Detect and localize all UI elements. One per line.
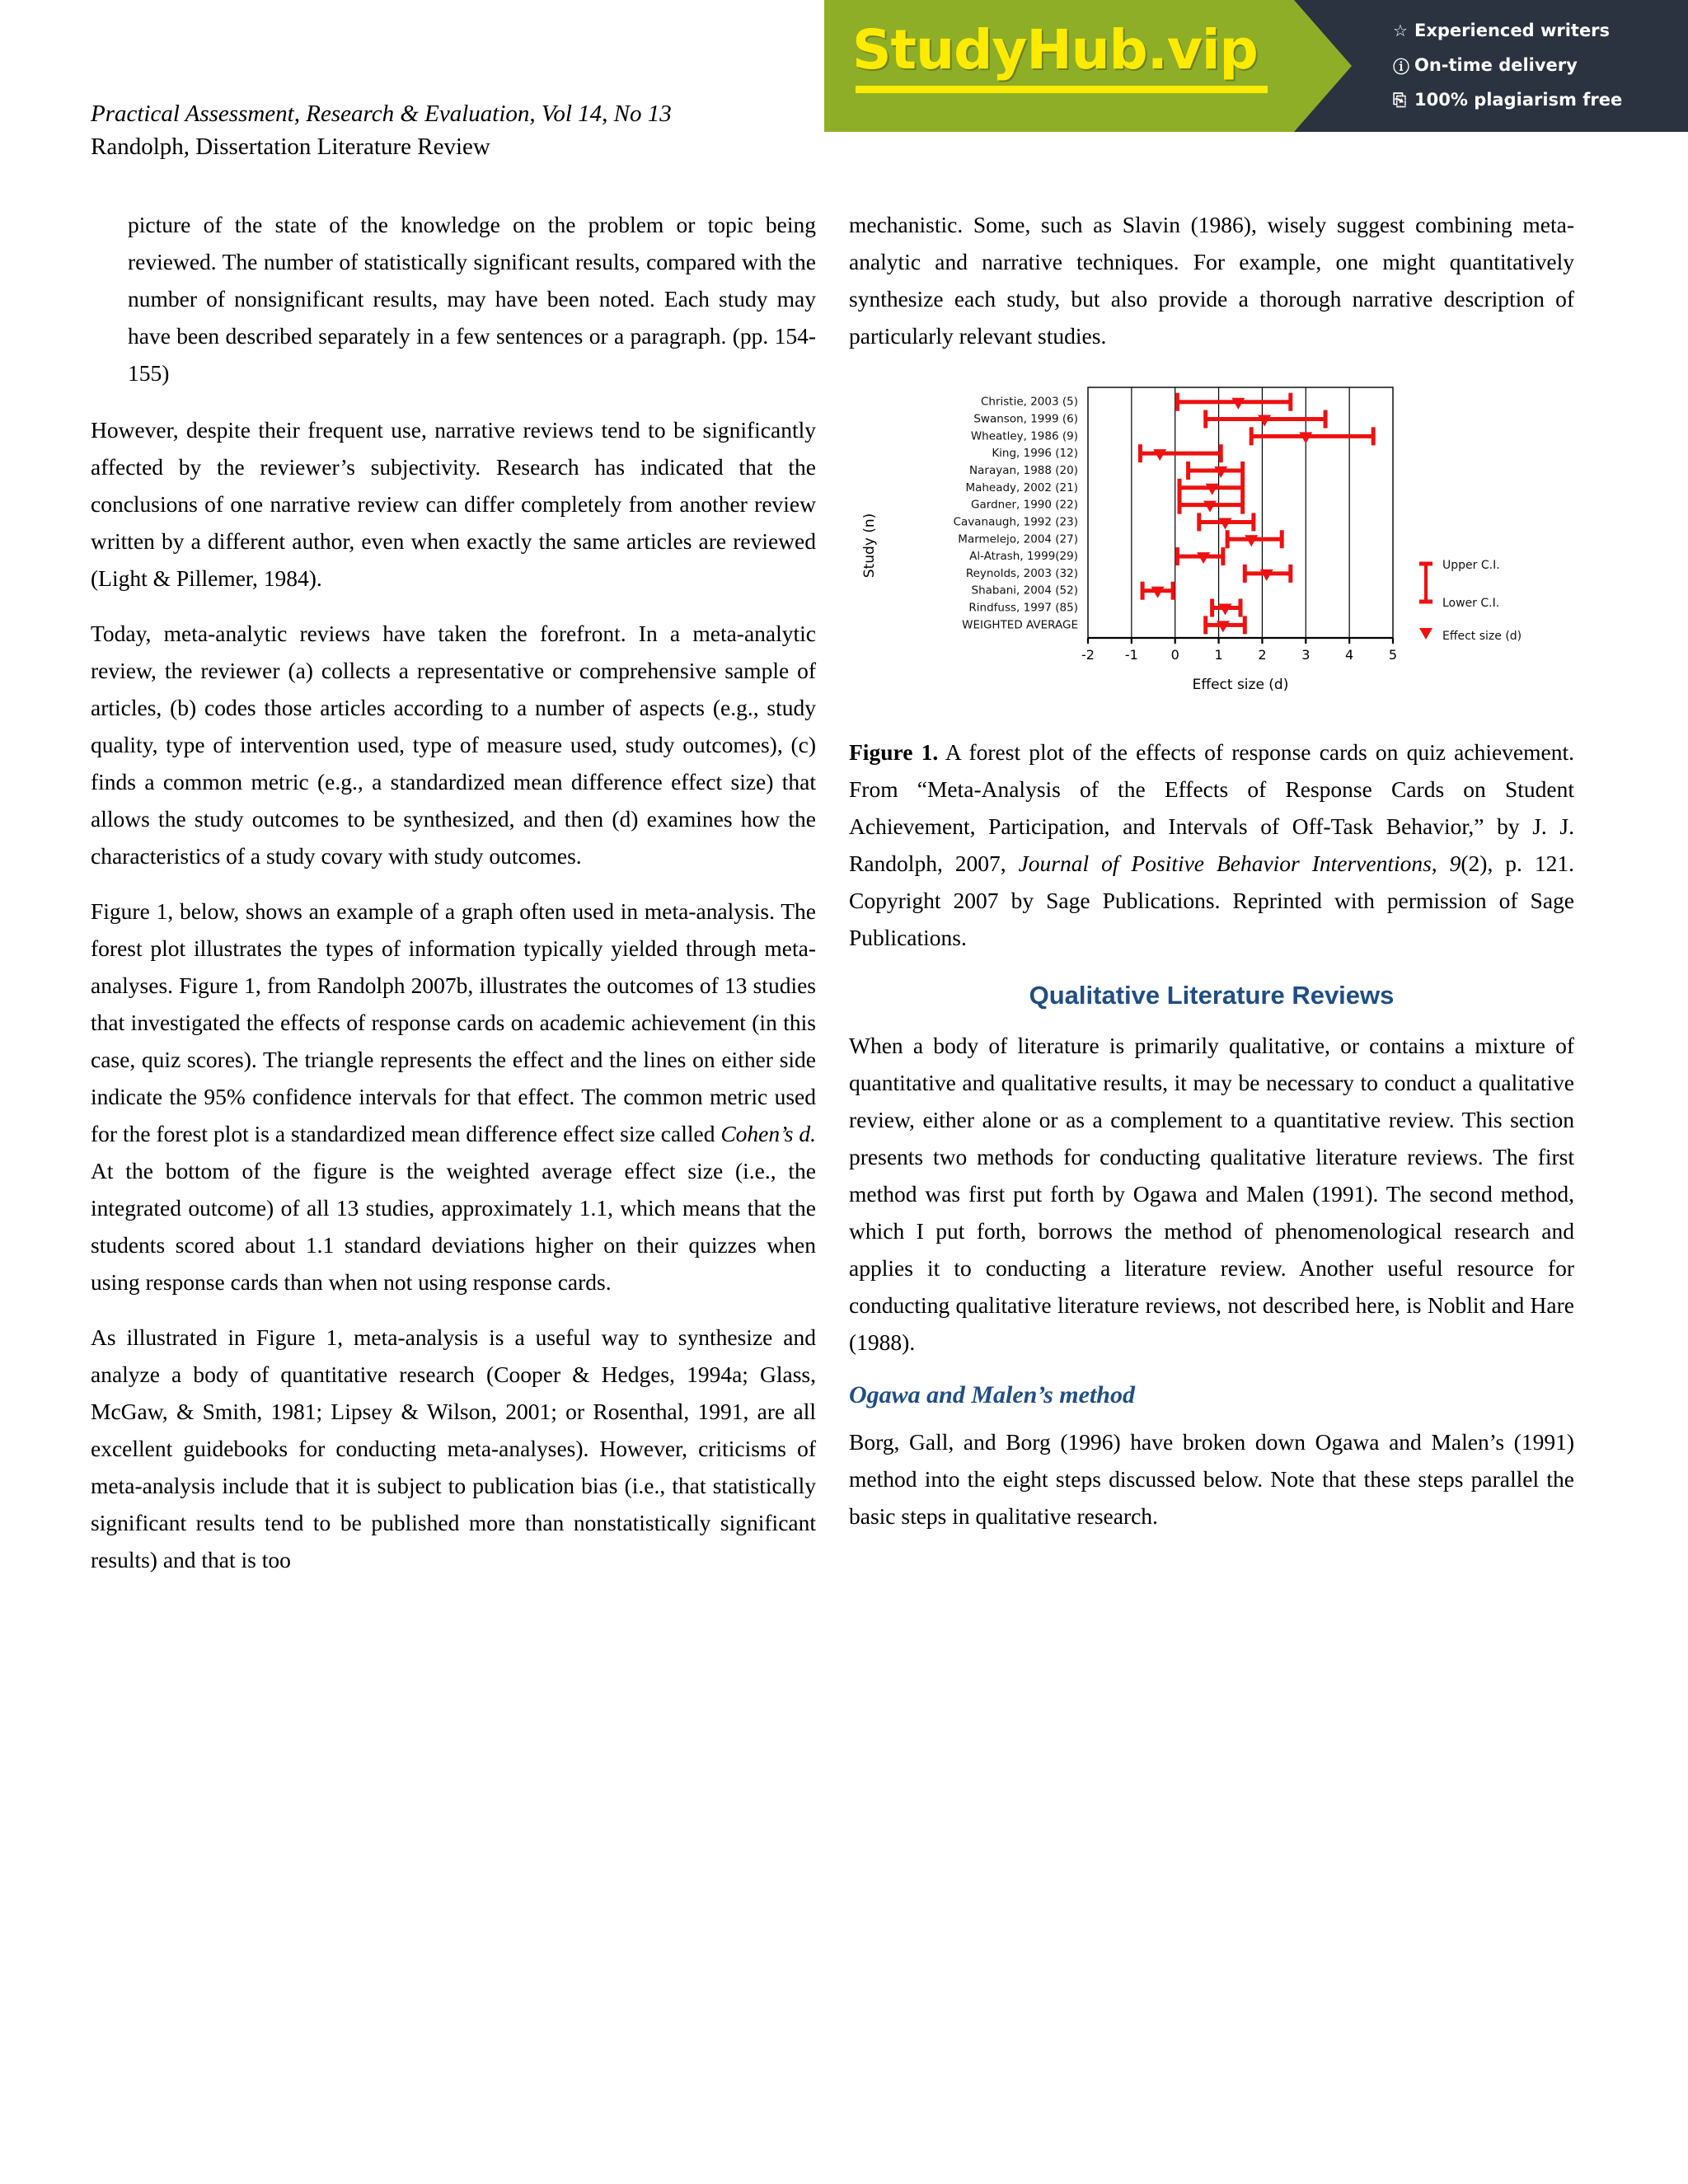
x-axis-tick-label: 1: [1214, 647, 1223, 663]
shield-icon: ⎘: [1393, 90, 1406, 110]
figure-caption-journal-italic: Journal of Positive Behavior Interventions, 9: [1018, 851, 1461, 876]
study-label: Shabani, 2004 (52): [971, 583, 1078, 598]
figure-1-forest-plot: [849, 373, 1574, 719]
figure-caption-part-b: (2), p. 121. Copyright 2007 by Sage Publications. Reprinted with permission of Sage Publications.: [849, 851, 1574, 950]
figure-desc-part-a: Figure 1, below, shows an example of a graph often used in meta-analysis. The forest plot illustrates the types of information typically yielded through meta-analyses. Figure 1, from Randolph 2007b, illustrates the outcomes of 13 studies that investigated the effects of response cards on academic achievement (in this case, quiz scores). The triangle represents the effect and the lines on either side indicate the 95% confidence intervals for that effect. The common metric used for the forest plot is a standardized mean difference effect size called: [91, 898, 816, 1146]
study-label: Gardner, 1990 (22): [971, 498, 1078, 512]
study-label: Marmelejo, 2004 (27): [958, 532, 1078, 546]
heading-ogawa-and-malens-method: Ogawa and Malen’s method: [849, 1381, 1135, 1408]
paragraph-borg-gall-borg: Borg, Gall, and Borg (1996) have broken down Ogawa and Malen’s (1991) method into the eight steps discussed below. Note that these steps parallel the basic steps in qualitative research.: [849, 1429, 1574, 1529]
article-running-title: Randolph, Dissertation Literature Review: [91, 134, 490, 160]
study-label: Cavanaugh, 1992 (23): [953, 515, 1078, 529]
paragraph-qualitative-intro: When a body of literature is primarily qualitative, or contains a mixture of quantitative and qualitative results, it may be necessary to conduct a qualitative review, either alone or as a complement to a quantitative review. This section presents two methods for conducting qualitative literature reviews. The first method was first put forth by Ogawa and Malen (1991). The second method, which I put forth, borrows the method of phenomenological research and applies it to conducting a literature review. Another useful resource for conducting qualitative literature reviews, not described here, is Noblit and Hare (1988).: [849, 1033, 1574, 1355]
banner-bullet-item: [1393, 82, 1681, 117]
study-label: Rindfuss, 1997 (85): [968, 601, 1078, 615]
study-label: Narayan, 1988 (20): [969, 463, 1078, 477]
figure-caption-part-a: A forest plot of the effects of response cards on quiz achievement. From “Meta-Analysis of the Effects of Response Cards on Student Achievement, Participation, and Intervals of Off-Task Behavior,” by J. J. Randolph, 2007,: [849, 739, 1574, 876]
x-axis-tick-label: -1: [1124, 647, 1138, 663]
running-head: [91, 97, 816, 163]
legend-label-lower-ci: Lower C.I.: [1442, 597, 1500, 610]
x-axis-tick-label: 2: [1258, 647, 1267, 663]
banner-bullet-item: [1393, 13, 1681, 48]
paragraph-mechanistic: mechanistic. Some, such as Slavin (1986), wisely suggest combining meta-analytic and narrative techniques. For example, one might quantitatively synthesize each study, but also provide a thorough narrative description of particularly relevant studies.: [849, 212, 1574, 349]
x-axis-tick-label: 4: [1345, 647, 1354, 663]
banner-bullet-label: Experienced writers: [1414, 21, 1611, 40]
x-axis-tick-label: 0: [1170, 647, 1179, 663]
figure-1-caption: [849, 733, 1574, 956]
clock-icon: ⓘ: [1393, 56, 1409, 77]
study-label: Reynolds, 2003 (32): [965, 566, 1078, 580]
left-text-column: [91, 206, 816, 1596]
banner-bullet-item: [1393, 48, 1681, 82]
paragraph-narrative-subjectivity: However, despite their frequent use, narrative reviews tend to be significantly affected by the reviewer’s subjectivity. Research has indicated that the conclusions of one narrative review can differ completely from another review written by a different author, even when exactly the same articles are reviewed (Light & Pillemer, 1984).: [91, 417, 816, 591]
banner-logo-underline: [856, 86, 1268, 93]
study-label: WEIGHTED AVERAGE: [962, 618, 1078, 632]
x-axis-tick-label: 5: [1388, 647, 1398, 663]
study-label: Swanson, 1999 (6): [973, 412, 1078, 426]
banner-bullet-list: [1393, 13, 1681, 117]
study-label: King, 1996 (12): [992, 447, 1078, 461]
paragraph-meta-analytic-reviews: Today, meta-analytic reviews have taken the forefront. In a meta-analytic review, the reviewer (a) collects a representative or comprehensive sample of articles, (b) codes those articles according to a number of aspects (e.g., study quality, type of intervention used, type of measure used, study outcomes), (c) finds a common metric (e.g., a standardized mean difference effect size) that allows the study outcomes to be synthesized, and then (d) examines how the characteristics of a study covary with study outcomes.: [91, 621, 816, 869]
legend-label-effect-size: Effect size (d): [1442, 630, 1522, 643]
banner-logo-text: StudyHub.vip: [852, 18, 1258, 82]
paragraph-meta-analysis-criticisms: As illustrated in Figure 1, meta-analysis is a useful way to synthesize and analyze a body of quantitative research (Cooper & Hedges, 1994a; Glass, McGaw, & Smith, 1981; Lipsey & Wilson, 2001; or Rosenthal, 1991, are all excellent guidebooks for conducting meta-analyses). However, criticisms of meta-analysis include that it is subject to publication bias (i.e., that statistically significant results tend to be published more than nonstatistically significant results) and that is too: [91, 1324, 816, 1572]
figure-desc-part-b: At the bottom of the figure is the weighted average effect size (i.e., the integrated outcome) of all 13 studies, approximately 1.1, which means that the students scored about 1.1 standard deviations higher on their quizzes when using response cards than when not using response cards.: [91, 1158, 816, 1295]
x-axis-tick-label: 3: [1301, 647, 1311, 663]
study-label: Wheatley, 1986 (9): [970, 429, 1078, 443]
legend-label-upper-ci: Upper C.I.: [1442, 559, 1500, 572]
star-icon: ☆: [1393, 21, 1408, 40]
forest-plot-svg: [849, 373, 1574, 719]
x-axis-tick-label: -2: [1081, 647, 1095, 663]
heading-qualitative-literature-reviews: Qualitative Literature Reviews: [1029, 981, 1395, 1010]
studyhub-banner: [824, 0, 1688, 132]
block-quote: picture of the state of the knowledge on the problem or topic being reviewed. The number of statistically significant results, compared with the number of nonsignificant results, may have been noted. Each study may have been described separately in a few sentences or a paragraph. (pp. 154-155): [128, 212, 816, 386]
figure-caption-label: Figure 1.: [849, 739, 939, 765]
study-label: Maheady, 2002 (21): [965, 480, 1078, 494]
banner-bullet-label: On-time delivery: [1414, 55, 1578, 75]
journal-citation: Practical Assessment, Research & Evaluation, Vol 14, No 13: [91, 101, 672, 127]
legend-effect-size-marker: [1419, 628, 1432, 640]
x-axis-title: Effect size (d): [1192, 677, 1289, 693]
cohens-d-italic: Cohen’s d.: [720, 1121, 816, 1146]
study-label: Christie, 2003 (5): [980, 395, 1078, 409]
y-axis-title: Study (n): [861, 513, 878, 579]
right-text-column: [849, 206, 1574, 1553]
chart-legend: [1419, 559, 1522, 643]
banner-bullet-label: 100% plagiarism free: [1414, 90, 1623, 110]
paragraph-figure-description: [91, 893, 816, 1301]
study-label: Al-Atrash, 1999(29): [969, 550, 1078, 564]
